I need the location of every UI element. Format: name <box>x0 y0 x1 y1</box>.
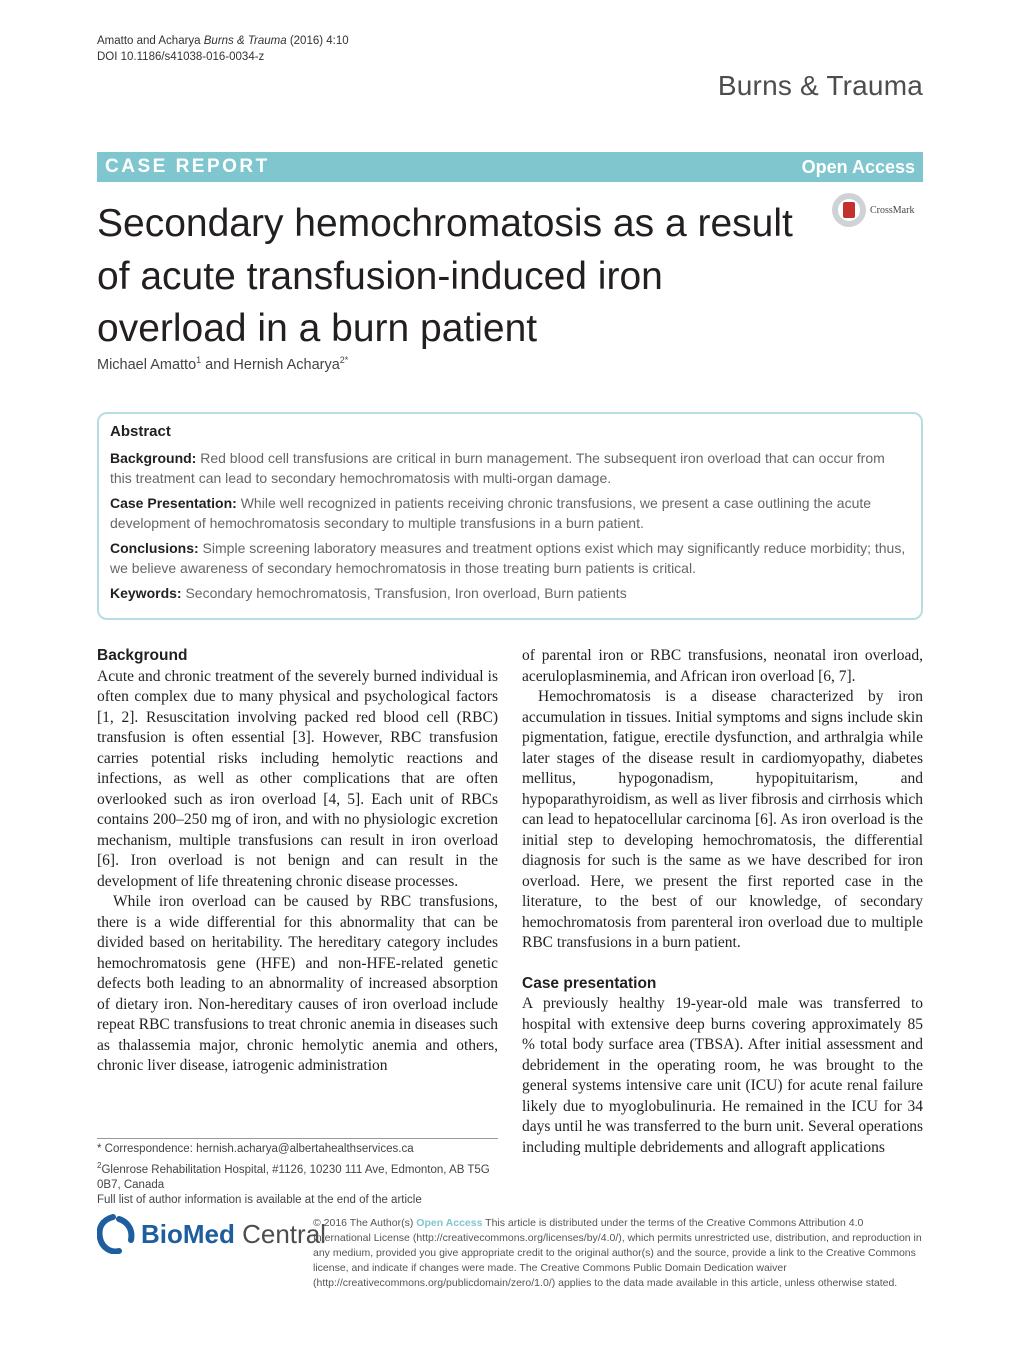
crossmark-label: CrossMark <box>870 204 915 216</box>
abstract-background <box>110 448 910 488</box>
abstract-conclusions-text: Simple screening laboratory measures and treatment options exist which may significantly reduce morbidity; thus, we believe awareness of secondary hemochromatosis in those treating burn patients is critical. <box>110 540 906 576</box>
abstract-case-text: While well recognized in patients receiving chronic transfusions, we present a case outlining the acute development of hemochromatosis secondary to multiple transfusions in a burn patient. <box>110 495 872 531</box>
keywords-text: Secondary hemochromatosis, Transfusion, Iron overload, Burn patients <box>181 585 627 601</box>
section-heading-background: Background <box>97 647 188 664</box>
author-separator: and <box>201 356 234 373</box>
body-paragraph: Hemochromatosis is a disease characterized by iron accumulation in tissues. Initial symptoms and signs include skin pigmentation, fatigue, erectile dysfunction, and arthralgia while later stages of the disease result in cardiomyopathy, diabetes mellitus, hypogonadism, hypopituitarism, and hypoparathyroidism, as well as liver fibrosis and cirrhosis which can lead to hepatocellular carcinoma [6]. As iron overload is the initial step to developing hemochromatosis, the differential diagnosis for such is the same as we have described for iron overload. Here, we present the first reported case in the literature, to the best of our knowledge, of secondary hemochromatosis from parenteral iron overload due to multiple RBC transfusions in a burn patient. <box>522 688 923 951</box>
affiliation <box>97 1158 498 1194</box>
abstract-heading: Abstract <box>110 423 171 440</box>
citation-block <box>97 33 349 65</box>
license-open-access: Open Access <box>416 1217 483 1229</box>
abstract-conclusions <box>110 538 910 578</box>
body-column-left <box>97 646 498 1077</box>
abstract-background-label: Background: <box>110 450 197 466</box>
abstract-background-text: Red blood cell transfusions are critical in burn management. The subsequent iron overload that can occur from this treatment can lead to secondary hemochromatosis with multi-organ damage. <box>110 450 885 486</box>
crossmark-badge[interactable] <box>832 193 914 227</box>
author-affiliation: 1 <box>196 355 202 365</box>
citation-details: (2016) 4:10 <box>286 35 349 47</box>
body-column-right <box>522 646 923 1158</box>
crossmark-icon <box>832 193 866 227</box>
section-heading-case: Case presentation <box>522 974 657 992</box>
footnote-divider <box>97 1138 498 1139</box>
author-name[interactable]: Hernish Acharya <box>233 356 340 373</box>
author-list <box>97 355 348 373</box>
abstract-conclusions-label: Conclusions: <box>110 540 199 556</box>
author-affiliation: 2* <box>339 355 349 365</box>
body-paragraph: of parental iron or RBC transfusions, neonatal iron overload, aceruloplasminemia, and African iron overload [6, 7]. <box>522 647 923 685</box>
citation-journal: Burns & Trauma <box>203 35 287 47</box>
article-type-banner <box>97 152 923 182</box>
article-type-label: CASE REPORT <box>105 156 270 177</box>
open-access-label: Open Access <box>801 156 915 177</box>
article-title: Secondary hemochromatosis as a result of acute transfusion-induced iron overload in a burn patient <box>97 202 793 350</box>
publisher-name: BioMed Central <box>141 1218 326 1249</box>
citation-line <box>97 33 349 49</box>
license-text: © 2016 The Author(s) Open Access This article is distributed under the terms of the Creative Commons Attribution 4.0 International License (http://creativecommons.org/licenses/by/4.0/), which permits unrestricted use, distribution, and reproduction in any medium, provided you give appropriate credit to the original author(s) and the source, provide a link to the Creative Commons license, and indicate if changes were made. The Creative Commons Public Domain Dedication waiver (http://creativecommons.org/publicdomain/zero/1.0/) applies to the data made available in this article, unless otherwise stated. <box>313 1217 922 1289</box>
body-paragraph: Acute and chronic treatment of the severely burned individual is often complex due to many physical and psychological factors [1, 2]. Resuscitation involving packed red blood cell (RBC) transfusion is often essential [3]. However, RBC transfusion carries potential risks including hemolytic reactions and infections, as well as other complications that are often overlooked such as iron overload [4, 5]. Each unit of RBCs contains 200–250 mg of iron, and with no physiologic excretion mechanism, multiple transfusions can result in iron overload [6]. Iron overload is not benign and can result in the development of life threatening chronic disease processes. <box>97 667 498 890</box>
body-paragraph: A previously healthy 19-year-old male was transferred to hospital with extensive deep burns covering approximately 85 % total body surface area (TBSA). After initial assessment and debridement in the operating room, he was brought to the general systems intensive care unit (ICU) for acute renal failure likely due to myoglobulinuria. He remained in the ICU for 34 days until he was transferred to the burn unit. Several operations including multiple debridements and allograft applications <box>522 995 923 1156</box>
correspondence: * Correspondence: hernish.acharya@albertahealthservices.ca <box>97 1143 414 1155</box>
biomed-central-icon <box>97 1214 135 1254</box>
abstract-case <box>110 493 910 533</box>
footnotes <box>97 1142 498 1209</box>
affiliation-number: 2 <box>97 1160 102 1170</box>
abstract-keywords <box>110 583 910 603</box>
abstract-case-label: Case Presentation: <box>110 495 237 511</box>
publisher-logo <box>97 1214 326 1254</box>
author-info-note: Full list of author information is available at the end of the article <box>97 1194 422 1207</box>
abstract-box <box>97 412 923 620</box>
journal-logo: Burns & Trauma <box>717 70 923 101</box>
body-paragraph: While iron overload can be caused by RBC transfusions, there is a wide differential for this abnormality that can be divided based on heritability. The hereditary category includes hemochromatosis gene (HFE) and non-HFE-related genetic defects both leading to an abnormality of increased absorption of dietary iron. Non-hereditary causes of iron overload include repeat RBC transfusions to treat chronic anemia in diseases such as thalassemia major, chronic hemolytic anemia and others, chronic liver disease, iatrogenic administration <box>97 893 498 1074</box>
doi[interactable]: DOI 10.1186/s41038-016-0034-z <box>97 51 265 63</box>
keywords-label: Keywords: <box>110 585 182 601</box>
citation-authors: Amatto and Acharya <box>97 35 204 47</box>
affiliation-text: Glenrose Rehabilitation Hospital, #1126, 10230 111 Ave, Edmonton, AB T5G 0B7, Canada <box>97 1163 490 1191</box>
author-name[interactable]: Michael Amatto <box>97 356 197 373</box>
